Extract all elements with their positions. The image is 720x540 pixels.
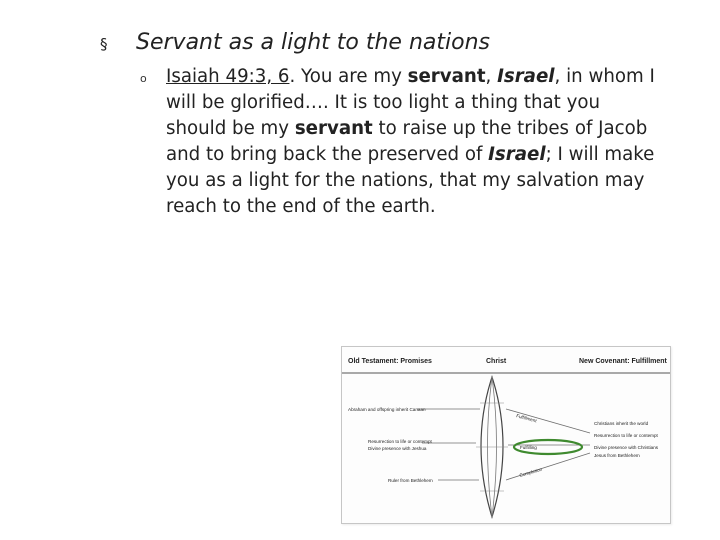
quote-text-3: , in whom I will be glorified…. It is too light a thing that you should be my: [166, 66, 655, 139]
promise-fulfillment-diagram: [341, 346, 671, 524]
heading-row: [100, 30, 490, 55]
quote-text-2: ,: [485, 66, 498, 87]
keyword-israel-2: Israel: [488, 144, 546, 165]
header-new-covenant: New Covenant: Fulfillment: [579, 358, 667, 365]
keyword-israel-1: Israel: [497, 66, 555, 87]
circle-bullet-icon: o: [140, 72, 147, 85]
fulfillment-item-4: Jesus from Bethlehem: [594, 453, 640, 458]
quote-text-1: . You are my: [289, 66, 408, 87]
diagram-svg: [342, 347, 670, 523]
header-old-testament: Old Testament: Promises: [348, 358, 432, 365]
sub-bullet-row: [140, 64, 666, 220]
keyword-servant-1: servant: [407, 66, 486, 87]
promise-item-1: Abraham and offspring inherit Canaan: [348, 407, 426, 412]
fulfillment-item-2: Resurrection to life or contempt: [594, 433, 658, 438]
fulfillment-item-3: Divine presence with Christians: [594, 445, 659, 450]
ray-label-fulfillment: Fulfillment: [515, 413, 538, 424]
square-bullet-icon: §: [100, 35, 108, 53]
promise-item-2: Resurrection to life or contempt: [368, 439, 432, 444]
quote-text-5: ; I will make you as a light for the nations, that my salvation may reach to the end of the earth.: [166, 144, 655, 217]
keyword-servant-2: servant: [294, 118, 373, 139]
scripture-reference: Isaiah 49:3, 6: [166, 66, 290, 87]
header-christ: Christ: [486, 358, 507, 365]
ray-label-fulfilling: Fulfilling: [520, 445, 537, 450]
fulfillment-ray-3: [506, 453, 590, 480]
scripture-quote: [166, 64, 666, 220]
quote-text-4: to raise up the tribes of Jacob and to bring back the preserved of: [166, 118, 648, 165]
promise-item-3: Divine presence with Jeshua: [368, 446, 427, 451]
ray-label-completion: Completion: [518, 466, 543, 478]
promise-item-4: Ruler from Bethlehem: [388, 478, 433, 483]
slide-heading: Servant as a light to the nations: [136, 30, 490, 55]
fulfillment-item-1: Christians inherit the world: [594, 421, 649, 426]
